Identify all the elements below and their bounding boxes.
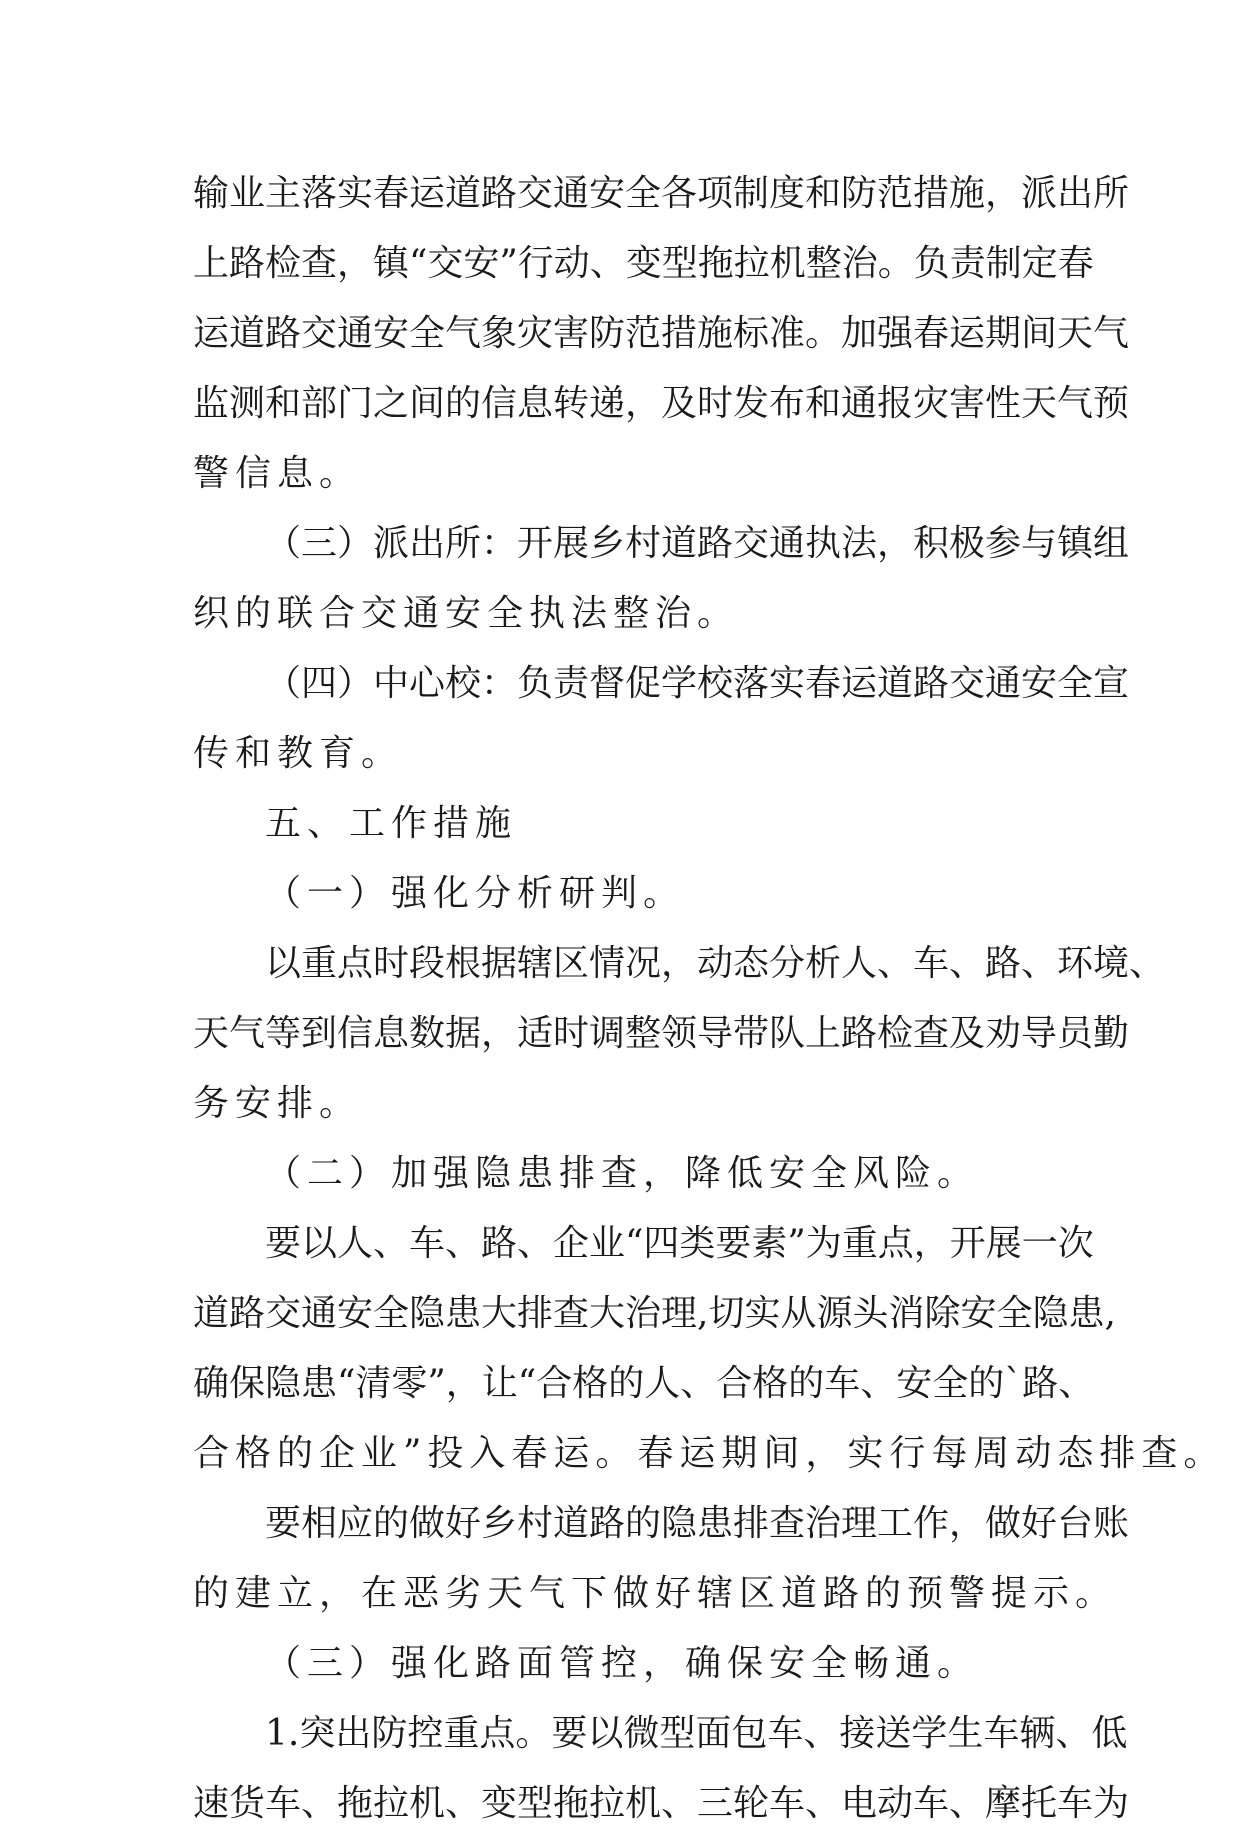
paragraph-line: 天气等到信息数据，适时调整领导带队上路检查及劝导员勤 <box>193 1013 1130 1054</box>
section-heading: 五、工作措施 <box>265 803 518 844</box>
paragraph-line: 运道路交通安全气象灾害防范措施标准。加强春运期间天气 <box>193 313 1130 354</box>
paragraph-line: 输业主落实春运道路交通安全各项制度和防范措施，派出所 <box>193 173 1130 214</box>
paragraph-line: 确保隐患“清零”，让“合格的人、合格的车、安全的`路、 <box>193 1363 1095 1404</box>
paragraph-line: 以重点时段根据辖区情况，动态分析人、车、路、环境、 <box>265 943 1166 984</box>
paragraph-line: 织的联合交通安全执法整治。 <box>193 593 740 634</box>
paragraph-line: 务安排。 <box>193 1083 362 1124</box>
subsection-heading: （三）强化路面管控，确保安全畅通。 <box>265 1643 980 1684</box>
subsection-heading: （一）强化分析研判。 <box>265 873 686 914</box>
subsection-heading: （二）加强隐患排查，降低安全风险。 <box>265 1153 980 1194</box>
paragraph-line: 传和教育。 <box>193 733 404 774</box>
paragraph-line: 速货车、拖拉机、变型拖拉机、三轮车、电动车、摩托车为 <box>193 1783 1130 1824</box>
paragraph-line: 的建立，在恶劣天气下做好辖区道路的预警提示。 <box>193 1573 1118 1614</box>
paragraph-line: 警信息。 <box>193 453 362 494</box>
paragraph-line: （四）中心校：负责督促学校落实春运道路交通安全宣 <box>265 663 1130 704</box>
paragraph-line: 要以人、车、路、企业“四类要素”为重点，开展一次 <box>265 1223 1094 1264</box>
paragraph-line: 合格的企业”投入春运。春运期间，实行每周动态排查。 <box>193 1433 1226 1474</box>
document-body <box>193 159 1226 1839</box>
paragraph-line: 要相应的做好乡村道路的隐患排查治理工作，做好台账 <box>265 1503 1130 1544</box>
paragraph-line: （三）派出所：开展乡村道路交通执法，积极参与镇组 <box>265 523 1130 564</box>
paragraph-line: 上路检查，镇“交安”行动、变型拖拉机整治。负责制定春 <box>193 243 1094 284</box>
paragraph-line: 1.突出防控重点。要以微型面包车、接送学生车辆、低 <box>265 1713 1128 1754</box>
paragraph-line: 监测和部门之间的信息转递，及时发布和通报灾害性天气预 <box>193 383 1130 424</box>
paragraph-line: 道路交通安全隐患大排查大治理,切实从源头消除安全隐患, <box>193 1293 1116 1334</box>
